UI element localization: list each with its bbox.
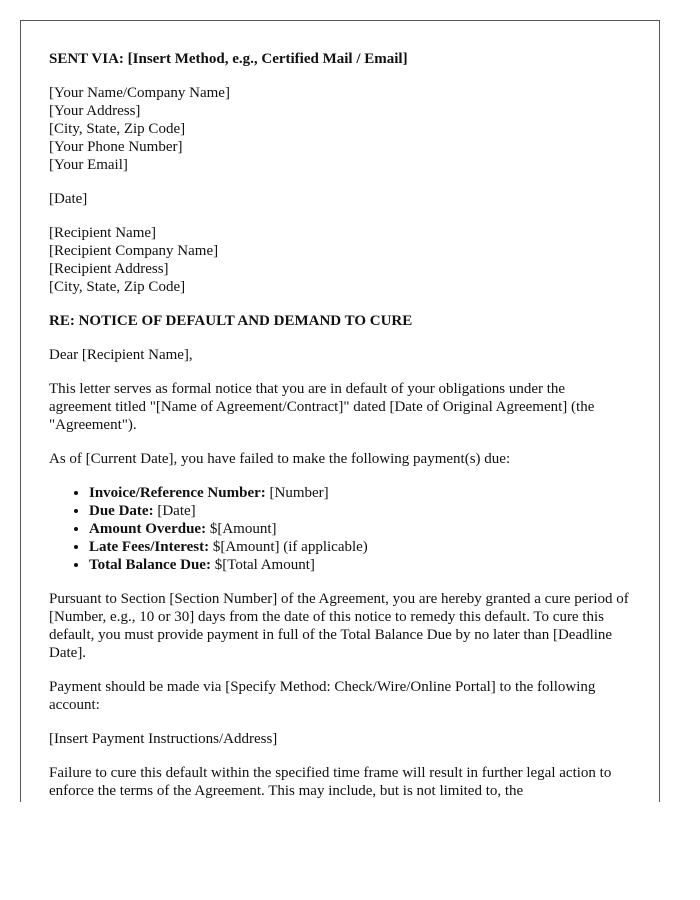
- recipient-company: [Recipient Company Name]: [49, 243, 219, 259]
- payment-item-value: $[Amount] (if applicable): [209, 539, 368, 555]
- sent-via-line: SENT VIA: [Insert Method, e.g., Certified Mail / Email]: [49, 51, 408, 67]
- failure-to-cure-paragraph: Failure to cure this default within the specified time frame will result in further legal action to enforce the terms of the Agreement. This may include, but is not limited to, the: [49, 765, 612, 799]
- salutation: Dear [Recipient Name],: [49, 347, 193, 363]
- recipient-city-state-zip: [City, State, Zip Code]: [49, 279, 186, 295]
- letter-page: [20, 20, 660, 802]
- payment-item-label: Total Balance Due:: [89, 557, 211, 573]
- sender-city-state-zip: [City, State, Zip Code]: [49, 121, 186, 137]
- as-of-paragraph: As of [Current Date], you have failed to make the following payment(s) due:: [49, 451, 511, 467]
- payment-instructions: [Insert Payment Instructions/Address]: [49, 731, 278, 747]
- sender-phone: [Your Phone Number]: [49, 139, 183, 155]
- payment-item-label: Due Date:: [89, 503, 154, 519]
- letter-date: [Date]: [49, 191, 88, 207]
- payment-items-list: [49, 484, 631, 574]
- intro-paragraph: This letter serves as formal notice that you are in default of your obligations under the agreement titled "[Name of Agreement/Contract]" dated [Date of Original Agreement] (the "Agreement").: [49, 381, 595, 433]
- payment-item-invoice: [89, 484, 631, 502]
- payment-method-paragraph: Payment should be made via [Specify Method: Check/Wire/Online Portal] to the following account:: [49, 679, 596, 713]
- payment-item-value: $[Amount]: [206, 521, 277, 537]
- payment-item-label: Invoice/Reference Number:: [89, 485, 266, 501]
- sender-name: [Your Name/Company Name]: [49, 85, 230, 101]
- recipient-address-block: [49, 224, 631, 296]
- sender-address: [Your Address]: [49, 103, 141, 119]
- payment-item-amount-overdue: [89, 520, 631, 538]
- payment-item-label: Late Fees/Interest:: [89, 539, 210, 555]
- payment-item-value: [Number]: [265, 485, 329, 501]
- sender-email: [Your Email]: [49, 157, 128, 173]
- subject-line: RE: NOTICE OF DEFAULT AND DEMAND TO CURE: [49, 313, 413, 329]
- recipient-address: [Recipient Address]: [49, 261, 169, 277]
- cure-period-paragraph: Pursuant to Section [Section Number] of the Agreement, you are hereby granted a cure period of [Number, e.g., 10 or 30] days from the date of this notice to remedy this default. To cure this default, you must provide payment in full of the Total Balance Due by no later than [Deadline Date].: [49, 591, 629, 661]
- sender-address-block: [49, 84, 631, 174]
- payment-item-total-balance: [89, 556, 631, 574]
- payment-item-late-fees: [89, 538, 631, 556]
- payment-item-due-date: [89, 502, 631, 520]
- payment-item-label: Amount Overdue:: [89, 521, 207, 537]
- payment-item-value: [Date]: [153, 503, 196, 519]
- recipient-name: [Recipient Name]: [49, 225, 157, 241]
- letter-body: [21, 21, 659, 800]
- payment-item-value: $[Total Amount]: [210, 557, 315, 573]
